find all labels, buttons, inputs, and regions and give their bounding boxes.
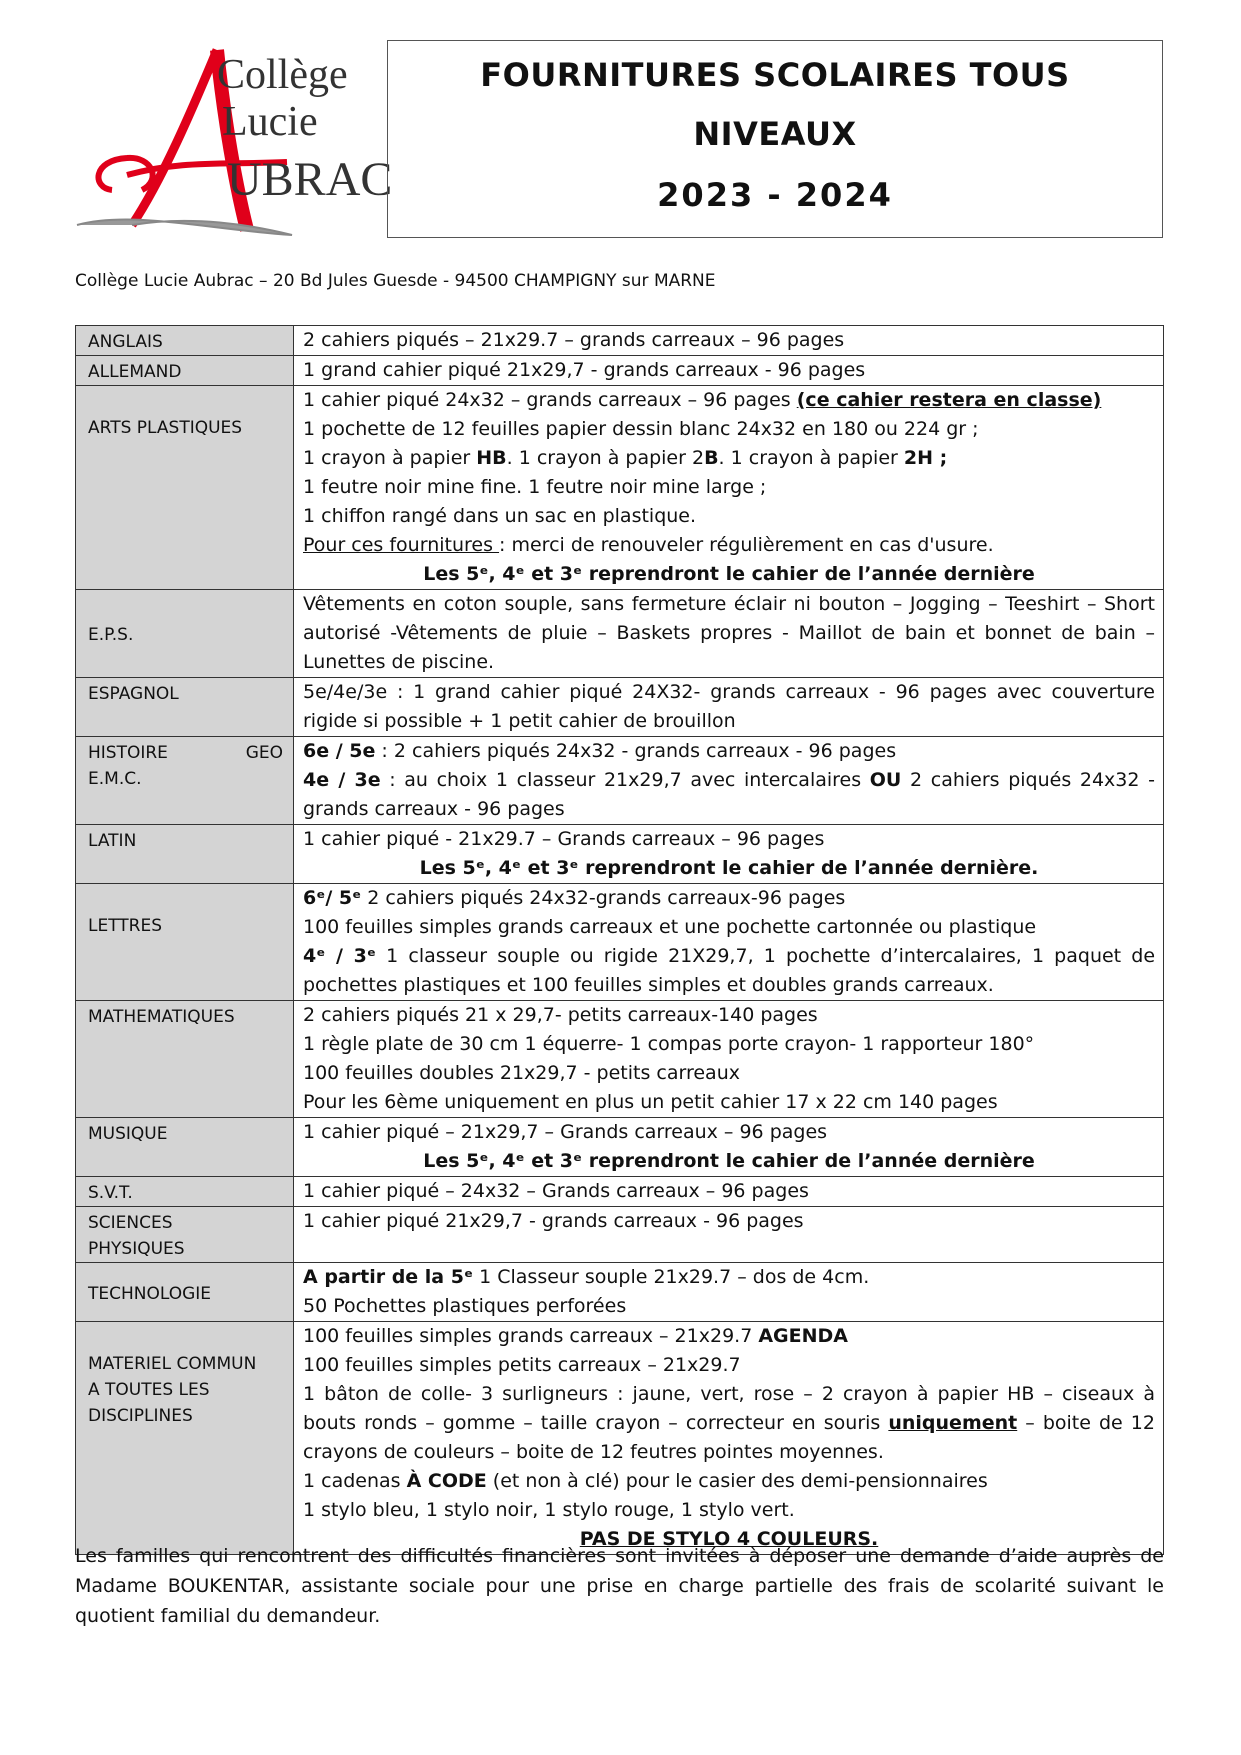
logo-text-college: Collège — [217, 52, 348, 98]
items-cell — [294, 884, 1164, 1001]
item-emphasis: 4ᵉ / 3ᵉ — [303, 945, 377, 967]
subject-label: LETTRES — [88, 916, 163, 936]
row-espagnol — [76, 678, 1164, 737]
item-note: Les 5ᵉ, 4ᵉ et 3ᵉ reprendront le cahier de l’année dernière — [423, 563, 1035, 585]
items-cell — [294, 678, 1164, 737]
item-emphasis: OU — [869, 769, 902, 791]
item-line — [303, 1322, 1155, 1351]
item-emphasis: AGENDA — [758, 1325, 848, 1347]
item-emphasis: B — [704, 447, 719, 469]
item-line: Pour les 6ème uniquement en plus un petit cahier 17 x 22 cm 140 pages — [303, 1091, 998, 1113]
item-text: 1 crayon à papier — [303, 447, 477, 469]
supplies-table — [75, 325, 1164, 1555]
subject-cell: ANGLAIS — [76, 326, 294, 356]
subject-label: HISTOIRE — [88, 743, 168, 763]
item-line: 1 stylo bleu, 1 stylo noir, 1 stylo rouge, 1 stylo vert. — [303, 1499, 795, 1521]
item-emphasis: 4e / 3e — [303, 769, 381, 791]
items-cell — [294, 356, 1164, 386]
title-line-2: NIVEAUX — [693, 115, 857, 153]
items-cell — [294, 386, 1164, 590]
row-musique — [76, 1118, 1164, 1177]
subject-label: PHYSIQUES — [88, 1239, 185, 1259]
logo-gray-swoosh — [77, 220, 292, 235]
subject-label: DISCIPLINES — [88, 1406, 193, 1426]
row-svt — [76, 1177, 1164, 1207]
item-text: (et non à clé) pour le casier des demi-pensionnaires — [486, 1470, 988, 1492]
subject-cell: LATIN — [76, 825, 294, 884]
row-histoire-geo — [76, 737, 1164, 825]
item-text: : au choix 1 classeur 21x29,7 avec intercalaires — [380, 769, 870, 791]
item-line: 1 feutre noir mine fine. 1 feutre noir mine large ; — [303, 476, 767, 498]
items-cell — [294, 1001, 1164, 1118]
row-eps — [76, 590, 1164, 678]
row-sciences-physiques — [76, 1207, 1164, 1263]
item-note: PAS DE STYLO 4 COULEURS. — [579, 1528, 879, 1550]
item-line: 1 cahier piqué – 21x29,7 – Grands carreaux – 96 pages — [303, 1121, 828, 1143]
title-year: 2023 - 2024 — [657, 176, 893, 214]
item-note: Les 5ᵉ, 4ᵉ et 3ᵉ reprendront le cahier de l’année dernière — [423, 1150, 1035, 1172]
item-text: : 2 cahiers piqués 24x32 - grands carreaux - 96 pages — [375, 740, 897, 762]
subject-cell — [76, 1322, 294, 1555]
subject-cell: TECHNOLOGIE — [76, 1263, 294, 1322]
item-text: 100 feuilles simples grands carreaux – 21x29.7 — [303, 1325, 759, 1347]
row-materiel-commun — [76, 1322, 1164, 1555]
item-emphasis: 6ᵉ/ 5ᵉ — [303, 887, 362, 909]
row-allemand — [76, 356, 1164, 386]
item-emphasis: A partir de la 5ᵉ — [303, 1266, 474, 1288]
item-line: 1 cahier piqué 21x29,7 - grands carreaux - 96 pages — [303, 1210, 804, 1232]
logo-text-ubrac: UBRAC — [227, 153, 393, 206]
row-technologie — [76, 1263, 1164, 1322]
item-line: 2 cahiers piqués – 21x29.7 – grands carreaux – 96 pages — [303, 329, 845, 351]
logo-red-swash — [98, 158, 152, 190]
item-emphasis: 6e / 5e — [303, 740, 376, 762]
item-emphasis: 2H ; — [903, 447, 948, 469]
items-cell — [294, 1177, 1164, 1207]
items-cell — [294, 1322, 1164, 1555]
items-cell — [294, 1263, 1164, 1322]
item-line — [303, 386, 1155, 415]
item-line: 100 feuilles simples grands carreaux et une pochette cartonnée ou plastique — [303, 916, 1037, 938]
item-text: 2 cahiers piqués 24x32-grands carreaux-96 pages — [361, 887, 846, 909]
college-logo-graphic — [72, 40, 393, 255]
subject-cell: ALLEMAND — [76, 356, 294, 386]
item-line: 1 grand cahier piqué 21x29,7 - grands carreaux - 96 pages — [303, 359, 866, 381]
subject-label: SCIENCES — [88, 1213, 173, 1233]
subject-cell: ESPAGNOL — [76, 678, 294, 737]
subject-cell — [76, 1207, 294, 1263]
subject-cell — [76, 386, 294, 590]
school-address: Collège Lucie Aubrac – 20 Bd Jules Guesde - 94500 CHAMPIGNY sur MARNE — [75, 271, 716, 291]
logo-text-lucie: Lucie — [222, 99, 318, 145]
items-cell — [294, 737, 1164, 825]
title-line-1: FOURNITURES SCOLAIRES TOUS — [480, 56, 1070, 94]
subject-label: E.M.C. — [88, 769, 142, 789]
item-line: 2 cahiers piqués 21 x 29,7- petits carreaux-140 pages — [303, 1004, 818, 1026]
subject-cell: MATHEMATIQUES — [76, 1001, 294, 1118]
subject-cell: E.P.S. — [76, 590, 294, 678]
financial-aid-note: Les familles qui rencontrent des difficultés financières sont invitées à déposer une demande d’aide auprès de Madame BOUKENTAR, assistante sociale pour une prise en charge partielle des frais de scolarité suivant le quotient familial du demandeur. — [75, 1545, 1164, 1627]
item-line: 50 Pochettes plastiques perforées — [303, 1295, 627, 1317]
item-line: 1 chiffon rangé dans un sac en plastique. — [303, 505, 697, 527]
title-box — [387, 40, 1163, 238]
item-line — [303, 1380, 1155, 1467]
item-text: 1 classeur souple ou rigide 21X29,7, 1 pochette d’intercalaires, 1 paquet de pochettes plastiques et 100 feuilles simples et doubles grands carreaux. — [303, 945, 1156, 996]
item-text: 2 cahiers piqués 24x32 - grands carreaux - 96 pages — [303, 769, 1155, 820]
item-line: 1 pochette de 12 feuilles papier dessin blanc 24x32 en 180 ou 224 gr ; — [303, 418, 979, 440]
item-line: 1 règle plate de 30 cm 1 équerre- 1 compas porte crayon- 1 rapporteur 180° — [303, 1033, 1035, 1055]
item-line — [303, 531, 1155, 560]
subject-cell — [76, 884, 294, 1001]
logo-red-stem-left — [132, 50, 217, 225]
item-line: 100 feuilles simples petits carreaux – 21x29.7 — [303, 1354, 741, 1376]
row-lettres — [76, 884, 1164, 1001]
row-anglais — [76, 326, 1164, 356]
subject-label: A TOUTES LES — [88, 1380, 210, 1400]
items-cell — [294, 825, 1164, 884]
item-emphasis: À CODE — [406, 1470, 487, 1492]
subject-label-line — [88, 740, 283, 766]
item-line — [303, 942, 1155, 1000]
subject-label: ARTS PLASTIQUES — [88, 418, 243, 438]
item-text: – boite de 12 crayons de couleurs – boite de 12 feutres pointes moyennes. — [303, 1412, 1155, 1463]
item-text: 1 bâton de colle- 3 surligneurs : jaune, vert, rose – 2 crayon à papier HB – ciseaux à bouts ronds – gomme – taille crayon – correcteur en souris — [303, 1383, 1155, 1434]
row-arts-plastiques — [76, 386, 1164, 590]
item-line — [303, 884, 1155, 913]
item-line: 1 cahier piqué – 24x32 – Grands carreaux – 96 pages — [303, 1180, 809, 1202]
item-line — [303, 1263, 1155, 1292]
item-emphasis: HB — [476, 447, 507, 469]
row-latin — [76, 825, 1164, 884]
items-cell — [294, 590, 1164, 678]
item-text: 1 cadenas — [303, 1470, 407, 1492]
subject-cell: MUSIQUE — [76, 1118, 294, 1177]
college-logo — [72, 40, 393, 255]
row-mathematiques — [76, 1001, 1164, 1118]
item-emphasis: uniquement — [888, 1412, 1018, 1434]
subject-label: MATERIEL COMMUN — [88, 1354, 257, 1374]
item-underlined: Pour ces fournitures — [303, 534, 500, 556]
item-line: Vêtements en coton souple, sans fermeture éclair ni bouton – Jogging – Teeshirt – Short autorisé -Vêtements de pluie – Baskets propres - Maillot de bain et bonnet de bain – Lunettes de piscine. — [303, 593, 1155, 673]
item-line — [303, 444, 1155, 473]
item-text: 1 cahier piqué 24x32 – grands carreaux – 96 pages — [303, 389, 797, 411]
subject-cell: S.V.T. — [76, 1177, 294, 1207]
item-text: . 1 crayon à papier 2 — [506, 447, 705, 469]
item-line — [303, 1467, 1155, 1496]
item-text: : merci de renouveler régulièrement en cas d'usure. — [499, 534, 994, 556]
item-line: 1 cahier piqué - 21x29.7 – Grands carreaux – 96 pages — [303, 828, 825, 850]
subject-cell — [76, 737, 294, 825]
item-line — [303, 737, 1155, 766]
item-line: 100 feuilles doubles 21x29,7 - petits carreaux — [303, 1062, 740, 1084]
item-text: . 1 crayon à papier — [718, 447, 904, 469]
subject-label: GEO — [245, 743, 283, 763]
item-text: 1 Classeur souple 21x29.7 – dos de 4cm. — [473, 1266, 870, 1288]
item-note: Les 5ᵉ, 4ᵉ et 3ᵉ reprendront le cahier de l’année dernière. — [419, 857, 1039, 879]
item-emphasis: (ce cahier restera en classe) — [796, 389, 1102, 411]
items-cell — [294, 1207, 1164, 1263]
items-cell — [294, 1118, 1164, 1177]
item-line — [303, 766, 1155, 824]
items-cell — [294, 326, 1164, 356]
item-line: 5e/4e/3e : 1 grand cahier piqué 24X32- grands carreaux - 96 pages avec couverture rigide si possible + 1 petit cahier de brouillon — [303, 681, 1155, 732]
